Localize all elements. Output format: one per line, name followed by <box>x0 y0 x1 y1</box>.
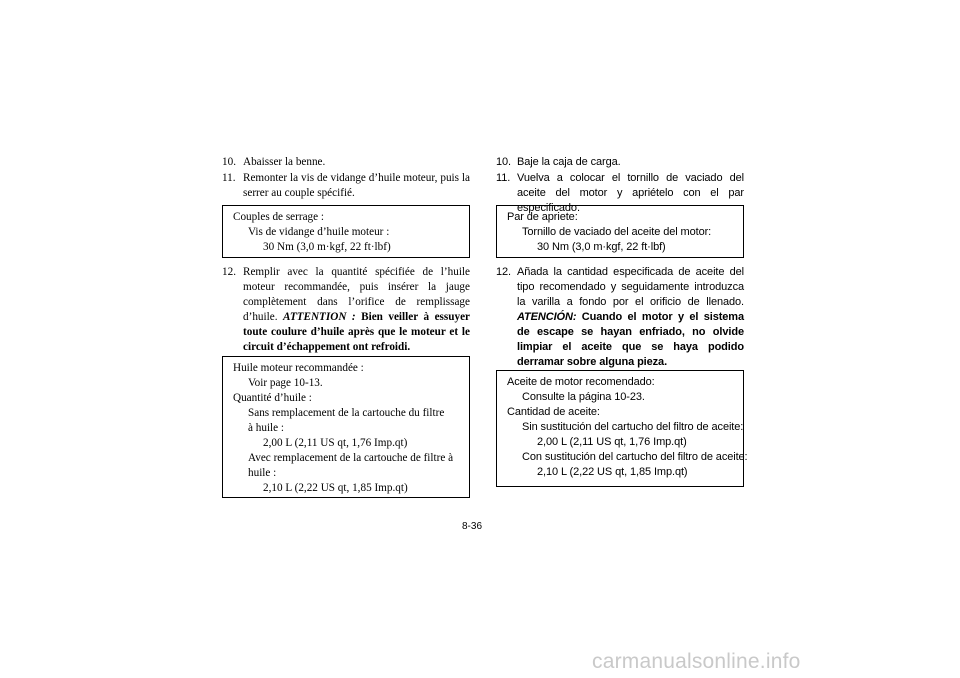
watermark: carmanualsonline.info <box>592 650 801 673</box>
fr-oil-title: Huile moteur recommandée : <box>233 362 364 374</box>
es-torque-item: Tornillo de vaciado del aceite del motor: <box>522 226 712 238</box>
fr-step-10-number: 10. <box>222 156 236 168</box>
fr-torque-value: 30 Nm (3,0 m·kgf, 22 ft·lbf) <box>263 241 391 253</box>
fr-oil-with-filter: Avec remplacement de la cartouche de filtre à huile : <box>248 452 454 479</box>
es-step-12-number: 12. <box>496 266 511 278</box>
es-oil-without-filter: Sin sustitución del cartucho del filtro de aceite: <box>522 421 744 433</box>
es-step-10-text: Baje la caja de carga. <box>517 156 621 168</box>
fr-step-10-text: Abaisser la benne. <box>243 156 326 168</box>
fr-step-12 <box>222 265 470 355</box>
es-oil-see-page: Consulte la página 10-23. <box>522 391 645 403</box>
fr-oil-without-value: 2,00 L (2,11 US qt, 1,76 Imp.qt) <box>263 437 408 449</box>
es-oil-with-value: 2,10 L (2,22 US qt, 1,85 Imp.qt) <box>537 466 688 478</box>
fr-step-12-text: Remplir avec la quantité spécifiée de l’huile moteur recommandée, puis insérer la jauge complètement dans l’orifice de remplissage d’huile. <box>243 266 470 323</box>
es-oil-with-filter: Con sustitución del cartucho del filtro de aceite: <box>522 451 748 463</box>
fr-torque-title: Couples de serrage : <box>233 211 325 223</box>
fr-oil-without-filter: Sans remplacement de la cartouche du filtre à huile : <box>248 407 445 434</box>
fr-step-11-text: Remonter la vis de vidange d’huile moteur, puis la serrer au couple spécifié. <box>243 172 470 199</box>
es-oil-quantity-title: Cantidad de aceite: <box>507 406 600 418</box>
fr-step-11 <box>222 171 470 201</box>
fr-oil-see-page: Voir page 10-13. <box>248 377 323 389</box>
page-number: 8-36 <box>462 521 483 532</box>
fr-step-12-body <box>243 265 470 355</box>
fr-oil-box <box>222 356 470 498</box>
es-step-12 <box>496 265 744 370</box>
fr-caution-text: Bien veiller à essuyer toute coulure d’huile après que le moteur et le circuit d’échappement ont refroidi. <box>243 311 470 353</box>
es-oil-box <box>496 370 748 487</box>
es-step-10-number: 10. <box>496 156 511 168</box>
es-oil-title: Aceite de motor recomendado: <box>507 376 655 388</box>
es-torque-value: 30 Nm (3,0 m·kgf, 22 ft·lbf) <box>537 241 666 253</box>
es-oil-without-value: 2,00 L (2,11 US qt, 1,76 Imp.qt) <box>537 436 687 448</box>
es-step-10 <box>496 155 744 170</box>
es-step-12-body <box>517 265 744 370</box>
es-step-11-text: Vuelva a colocar el tornillo de vaciado del aceite del motor y apriételo con el par especificado. <box>517 172 744 214</box>
es-caution-text: Cuando el motor y el sistema de escape se hayan enfriado, no olvide limpiar el aceite que se haya podido derramar sobre alguna pieza. <box>517 311 744 368</box>
es-caution-label: ATENCIÓN: <box>517 311 577 323</box>
fr-oil-quantity-title: Quantité d’huile : <box>233 392 312 404</box>
es-torque-box <box>496 205 744 258</box>
fr-torque-box <box>222 205 470 258</box>
es-torque-title: Par de apriete: <box>507 211 578 223</box>
fr-step-10 <box>222 155 470 170</box>
es-step-12-text: Añada la cantidad especificada de aceite del tipo recomendado y seguidamente introduzca la varilla a fondo por el orificio de llenado. <box>517 266 744 308</box>
fr-caution-label: ATTENTION : <box>283 311 356 323</box>
es-step-11-number: 11. <box>496 172 511 184</box>
fr-oil-with-value: 2,10 L (2,22 US qt, 1,85 Imp.qt) <box>263 482 408 494</box>
fr-step-12-number: 12. <box>222 266 236 278</box>
fr-torque-item: Vis de vidange d’huile moteur : <box>248 226 390 238</box>
fr-step-11-number: 11. <box>222 172 236 184</box>
